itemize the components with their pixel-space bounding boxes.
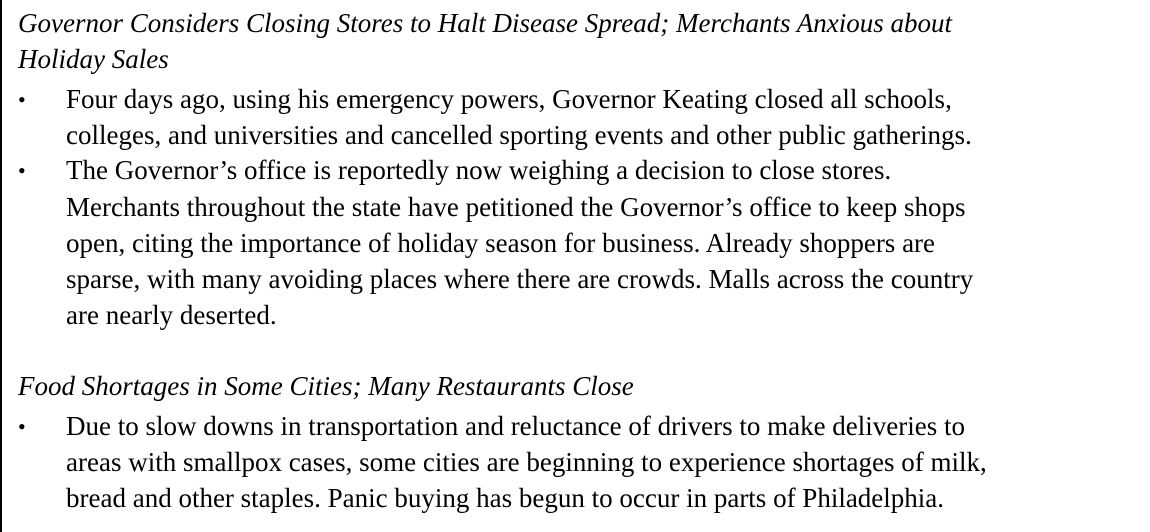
list-item-line: open, citing the importance of holiday season for business. Already shoppers are	[66, 228, 936, 258]
list-item-line: bread and other staples. Panic buying has begun to occur in parts of Philadelphia.	[66, 483, 945, 513]
section-1-title-line-1: Governor Considers Closing Stores to Halt Disease Spread; Merchants Anxious about	[18, 8, 952, 38]
list-item-line: sparse, with many avoiding places where there are crowds. Malls across the country	[66, 264, 974, 294]
list-item-line: are nearly deserted.	[66, 300, 277, 330]
list-item-line: Merchants throughout the state have petitioned the Governor’s office to keep shops	[66, 192, 966, 222]
list-item-line: Due to slow downs in transportation and reluctance of drivers to make deliveries to	[66, 411, 966, 441]
section-1-title-line-2: Holiday Sales	[18, 44, 169, 74]
list-item-line: areas with smallpox cases, some cities are beginning to experience shortages of milk,	[66, 447, 987, 477]
section-2-title: Food Shortages in Some Cities; Many Restaurants Close	[18, 371, 634, 401]
list-item-line: Four days ago, using his emergency powers, Governor Keating closed all schools,	[66, 84, 952, 114]
list-item-line: The Governor’s office is reportedly now weighing a decision to close stores.	[66, 155, 892, 185]
list-item-line: colleges, and universities and cancelled sporting events and other public gatherings.	[66, 120, 972, 150]
bullet-icon: •	[18, 414, 26, 439]
bullet-icon: •	[18, 158, 26, 183]
bullet-icon: •	[18, 87, 26, 112]
